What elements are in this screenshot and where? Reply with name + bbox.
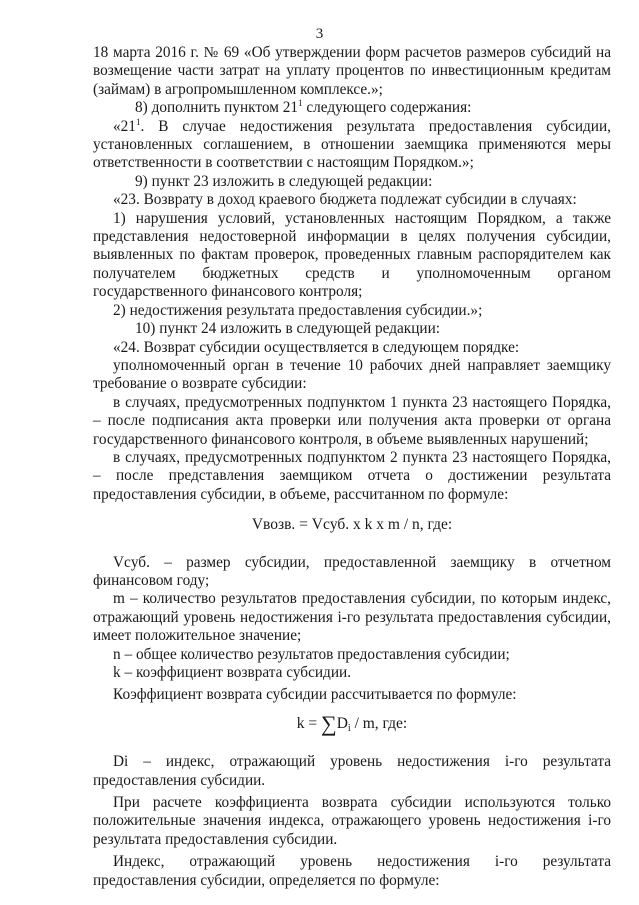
formula-k-right: / m, где: [350, 714, 408, 732]
def-k: k – коэффициент возврата субсидии. [113, 664, 352, 681]
p21-prefix: «21 [113, 117, 136, 135]
paragraph-21-1 [93, 118, 611, 173]
formula-k-left: k = [296, 714, 322, 732]
item-8-text: 8) дополнить пунктом 21 [135, 99, 299, 117]
paragraph-24-a: уполномоченный орган в течение 10 рабочих дней направляет заемщику требование о возврате субсидии: [93, 356, 611, 393]
def-m: m – количество результатов предоставления субсидии, по которым индекс, отражающий уровень недостижения i-го результата предоставления субсидии, имеет положительное значение; [93, 590, 611, 645]
def-di: Di – индекс, отражающий уровень недостижения i-го результата предоставления субсидии. [93, 753, 611, 789]
document-body [93, 44, 611, 890]
def-n: n – общее количество результатов предоставления субсидии; [113, 645, 510, 663]
paragraph-24-c: в случаях, предусмотренных подпунктом 2 пункта 23 настоящего Порядка, – после представления заемщиком отчета о достижении результата предоставления субсидии, в объеме, рассчитанном по формуле: [93, 448, 611, 503]
paragraph-23: «23. Возврату в доход краевого бюджета подлежат субсидии в случаях: [113, 191, 577, 209]
formula-coefficient [93, 710, 611, 738]
paragraph-24: «24. Возврат субсидии осуществляется в следующем порядке: [113, 338, 520, 356]
def-vsub: Vcуб. – размер субсидии, предоставленной заемщику в отчетном финансовом году; [93, 553, 611, 589]
paragraph-intro: 18 марта 2016 г. № 69 «Об утверждении форм расчетов размеров субсидий на возмещение части затрат на уплату процентов по инвестиционным кредитам (займам) в агропромышленном комплексе.»; [93, 44, 611, 98]
formula-sub-i: i [347, 722, 351, 734]
item-8-tail: следующего содержания: [302, 99, 472, 117]
paragraph-k-formula-intro: Коэффициент возврата субсидии рассчитывается по формуле: [113, 686, 517, 704]
paragraph-24-b: в случаях, предусмотренных подпунктом 1 пункта 23 настоящего Порядка, – после подписания акта проверки или получения акта проверки от органа государственного финансового контроля, в объеме выявленных нарушений; [93, 393, 611, 448]
paragraph-23-2: 2) недостижения результата предоставления субсидии.»; [113, 301, 483, 319]
sigma-symbol: ∑ [321, 710, 337, 736]
paragraph-index-formula: Индекс, отражающий уровень недостижения i-го результата предоставления субсидии, определяется по формуле: [93, 853, 611, 889]
formula-return-amount: Vвозв. = Vcуб. x k x m / n, где: [251, 516, 453, 534]
paragraph-item-8 [93, 99, 611, 117]
p21-text: . В случае недостижения результата предоставления субсидии, установленных соглашением, в отношении заемщика применяются меры ответственности в соответствии с настоящим Порядком.»; [93, 117, 611, 172]
superscript-1: 1 [298, 98, 303, 109]
paragraph-item-9: 9) пункт 23 изложить в следующей редакции: [135, 172, 433, 190]
paragraph-23-1: 1) нарушения условий, установленных настоящим Порядком, а также представления недостоверной информации в целях получения субсидии, выявленных по фактам проверок, проведенных главным распорядителем как получателем бюджетных средств и уполномоченным органом государственного финансового контроля; [93, 209, 611, 301]
paragraph-positive-values: При расчете коэффициента возврата субсидии используются только положительные значения индекса, отражающего уровень недостижения i-го результата предоставления субсидии. [93, 794, 611, 848]
page-number: 3 [315, 26, 324, 42]
superscript-21: 1 [135, 116, 141, 127]
paragraph-item-10: 10) пункт 24 изложить в следующей редакции: [135, 320, 441, 338]
formula-d: D [336, 714, 348, 732]
